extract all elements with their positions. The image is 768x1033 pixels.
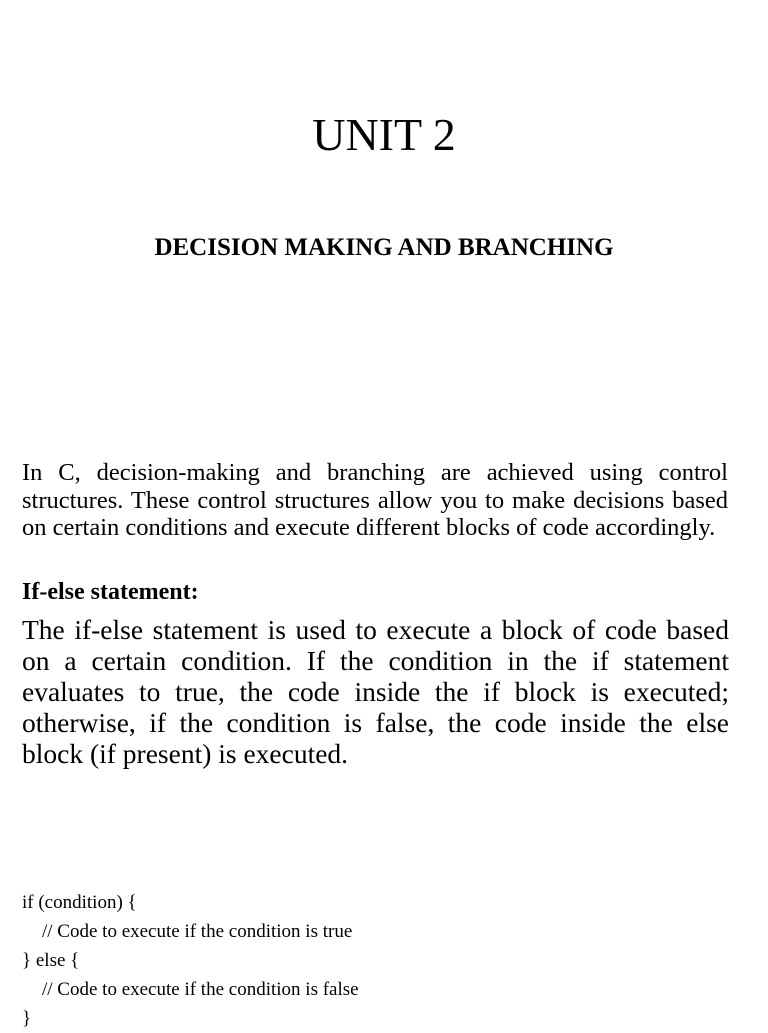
section-paragraph: The if-else statement is used to execute a block of code based on a certain condition. If the condition in the if statement evaluates to true, the code inside the if block is executed; otherwise, if the condition is false, the code inside the else block (if present) is executed. [22,614,729,769]
code-line: } else { [22,950,80,971]
intro-paragraph: In C, decision-making and branching are achieved using control structures. These control structures allow you to make decisions based on certain conditions and execute different blocks of code accordingly. [22,459,728,541]
code-block [22,888,742,1033]
code-line: if (condition) { [22,892,137,913]
chapter-title: DECISION MAKING AND BRANCHING [154,234,614,261]
unit-title: UNIT 2 [312,109,456,160]
code-comment-line: // Code to execute if the condition is true [42,921,353,942]
code-comment-line: // Code to execute if the condition is false [42,979,359,1000]
code-line: } [22,1008,32,1029]
section-heading: If-else statement: [22,579,199,605]
